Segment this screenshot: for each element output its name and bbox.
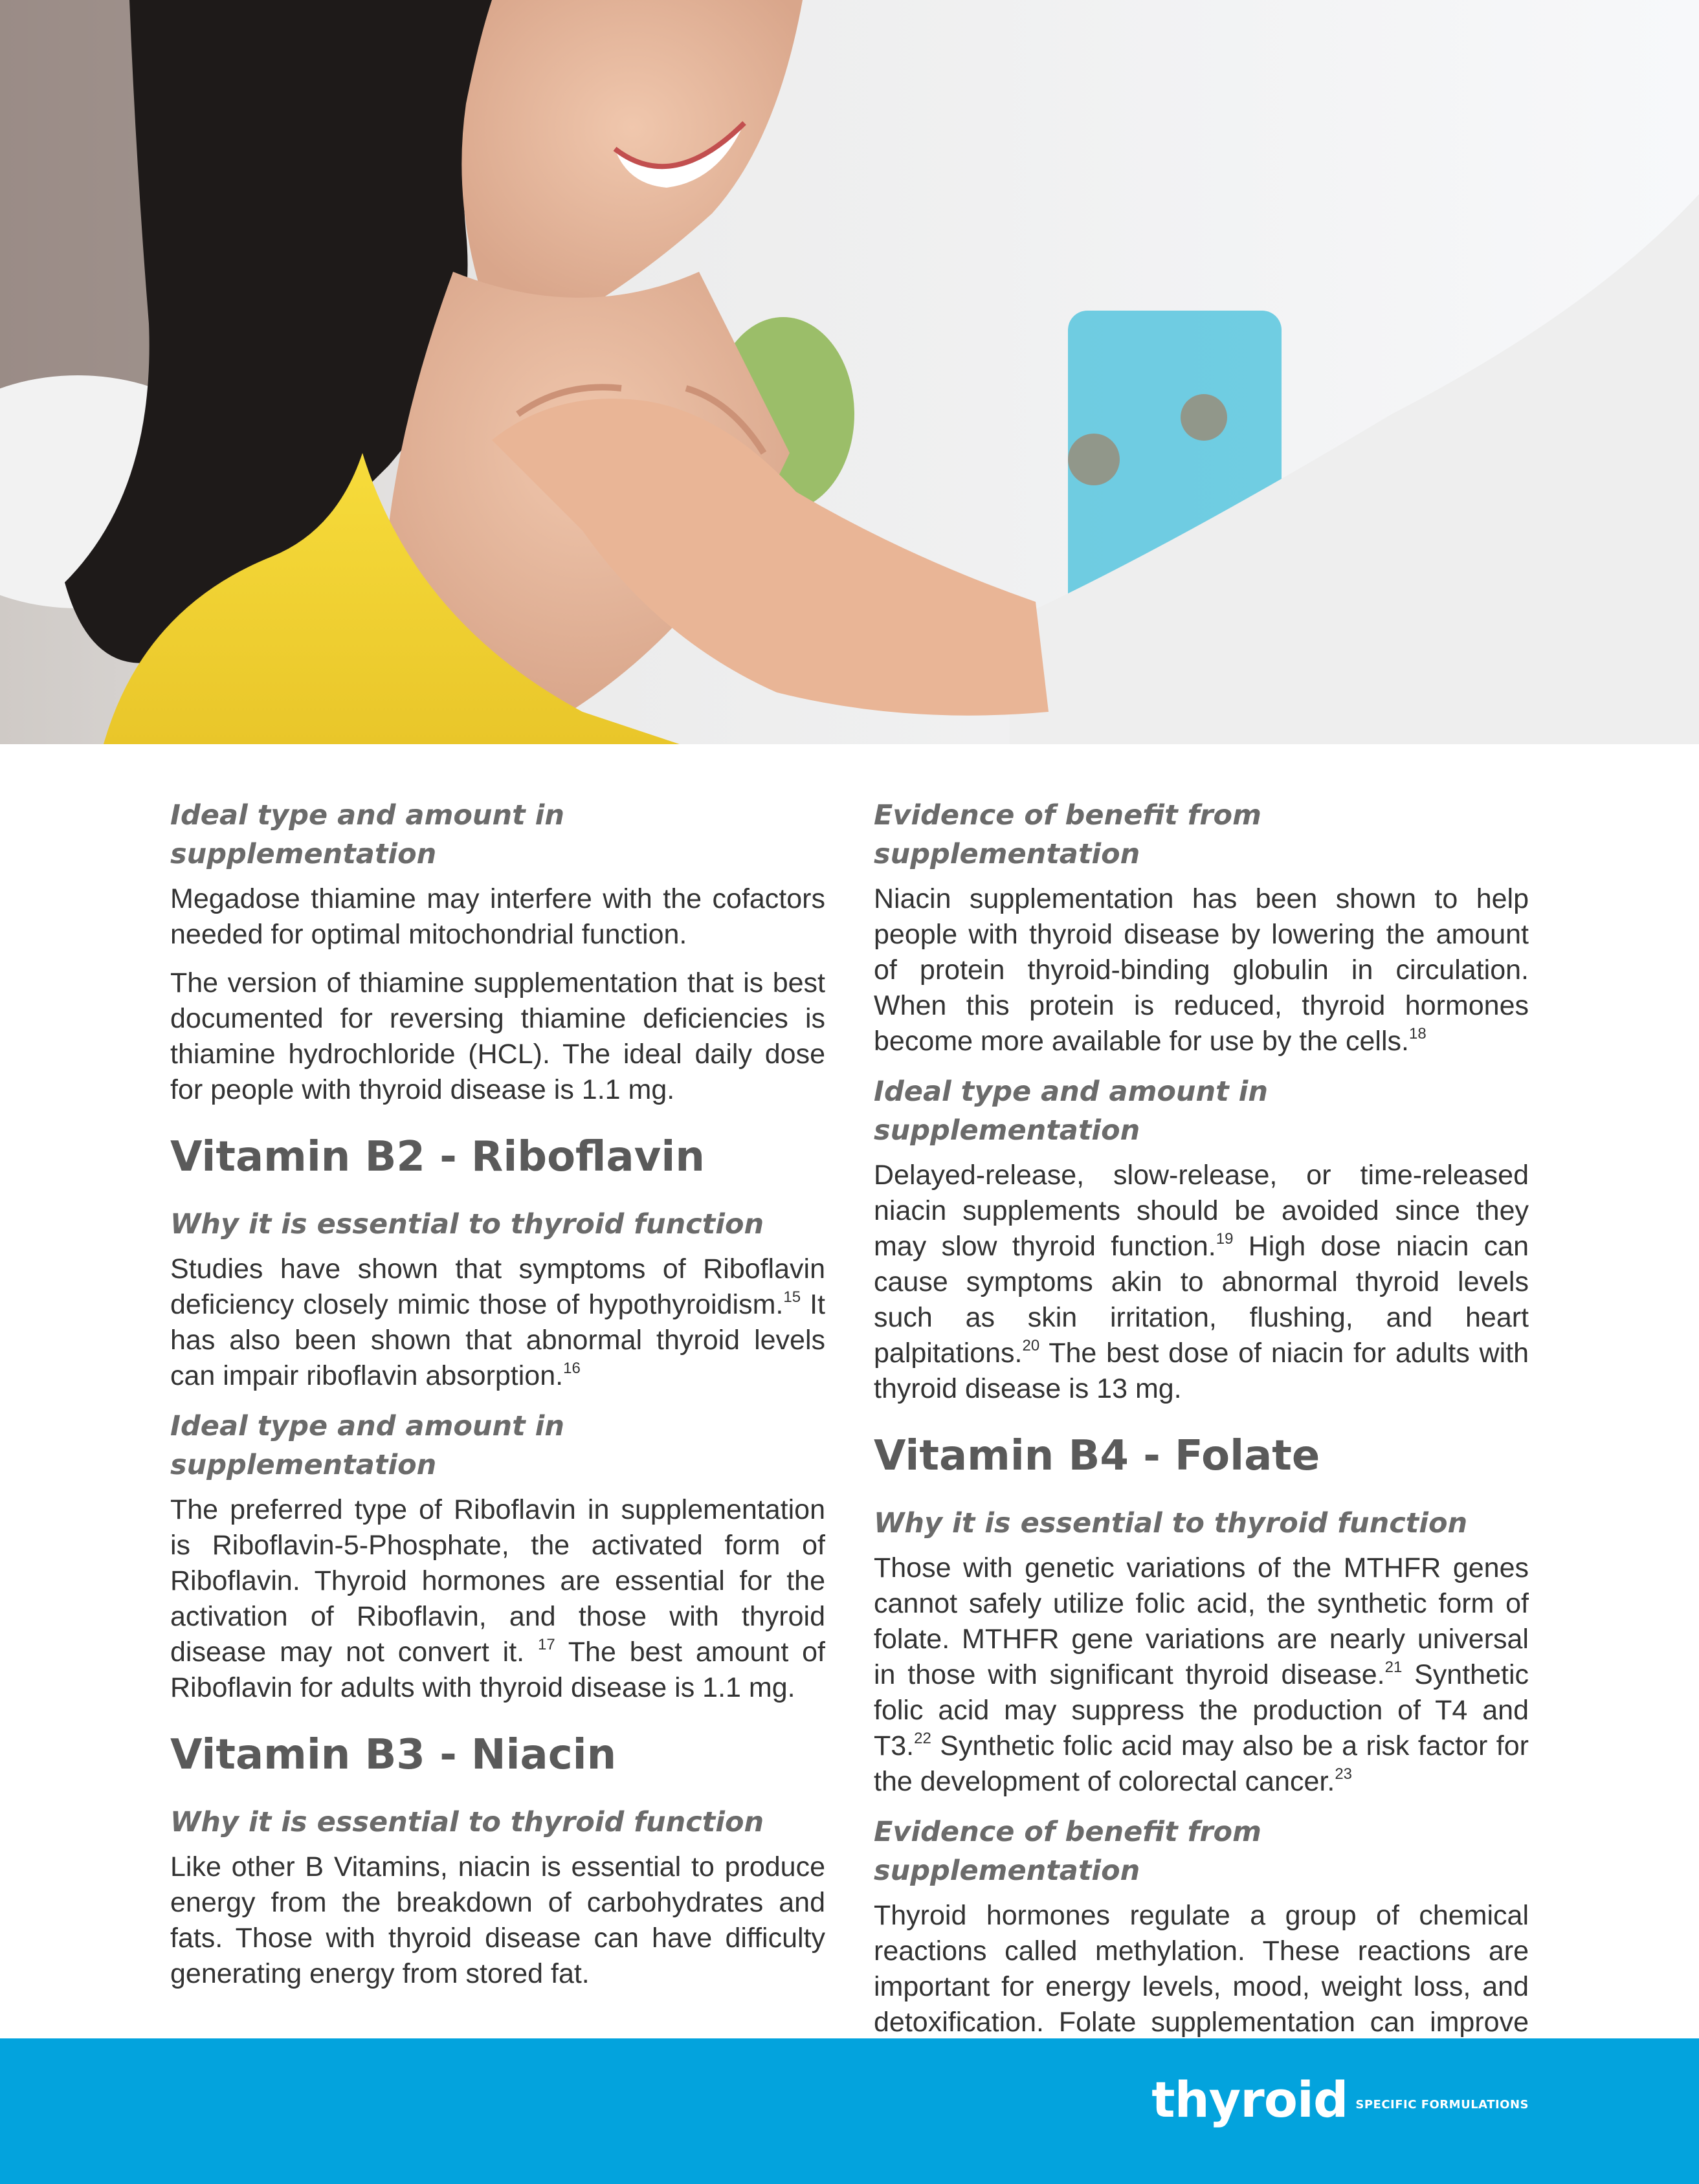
citation-ref: 22 bbox=[914, 1730, 931, 1747]
b3-evidence-heading: Evidence of benefit from supplementation bbox=[874, 799, 1261, 870]
b4-why-text-c: Synthetic folic acid may also be a risk factor for the development of colorectal cancer. bbox=[874, 1730, 1529, 1797]
b2-why-text-b: It has also been shown that abnormal thyroid levels can impair riboflavin absorption. bbox=[170, 1289, 825, 1391]
footer-band bbox=[0, 2038, 1699, 2184]
b4-why-paragraph bbox=[874, 1550, 1529, 1800]
citation-ref: 20 bbox=[1022, 1337, 1040, 1354]
b3-ideal-text-a: Delayed-release, slow-release, or time-released niacin supplements should be avoided since they may slow thyroid function. bbox=[874, 1160, 1529, 1262]
b4-section-title: Vitamin B4 - Folate bbox=[874, 1432, 1320, 1480]
b4-why-heading: Why it is essential to thyroid function bbox=[874, 1507, 1468, 1539]
brand-logo bbox=[1151, 2071, 1529, 2128]
b3-why-heading: Why it is essential to thyroid function bbox=[170, 1806, 764, 1838]
citation-ref: 15 bbox=[783, 1288, 801, 1306]
b2-why-paragraph bbox=[170, 1252, 825, 1394]
left-column bbox=[170, 796, 825, 2005]
b3-section-title: Vitamin B3 - Niacin bbox=[170, 1731, 617, 1779]
b1-ideal-paragraph-1: Megadose thiamine may interfere with the cofactors needed for optimal mitochondrial function. bbox=[170, 883, 825, 950]
b3-evidence-paragraph bbox=[874, 881, 1529, 1059]
b4-evidence-heading: Evidence of benefit from supplementation bbox=[874, 1816, 1261, 1887]
right-column bbox=[874, 796, 1529, 2089]
b4-why-text-b: Synthetic folic acid may suppress the production of T4 and T3. bbox=[874, 1659, 1529, 1761]
b2-ideal-paragraph bbox=[170, 1492, 825, 1706]
b3-why-paragraph: Like other B Vitamins, niacin is essential to produce energy from the breakdown of carbohydrates and fats. Those with thyroid disease can have difficulty generating energy from stored fat. bbox=[170, 1851, 825, 1989]
b2-ideal-text-b: The best amount of Riboflavin for adults with thyroid disease is 1.1 mg. bbox=[170, 1637, 826, 1703]
b1-ideal-paragraph-2: The version of thiamine supplementation that is best documented for reversing thiamine deficiencies is thiamine hydrochloride (HCL). The ideal daily dose for people with thyroid disease is 1.1 mg. bbox=[170, 967, 825, 1105]
brand-wordmark: thyroid bbox=[1151, 2071, 1348, 2128]
b3-ideal-text-c: The best dose of niacin for adults with thyroid disease is 13 mg. bbox=[874, 1338, 1529, 1404]
hero-photo bbox=[0, 0, 1699, 744]
brand-tagline: SPECIFIC FORMULATIONS bbox=[1355, 2098, 1529, 2112]
b4-evidence-text: Thyroid hormones regulate a group of chemical reactions called methylation. These reactions are important for energy levels, mood, weight loss, and detoxification. Folate supplementation can improve bbox=[874, 1900, 1529, 2038]
b2-section-title: Vitamin B2 - Riboflavin bbox=[170, 1133, 705, 1181]
b3-evidence-text: Niacin supplementation has been shown to help people with thyroid disease by lowering the amount of protein thyroid-binding globulin in circulation. When this protein is reduced, thyroid hormones become more available for use by the cells. bbox=[874, 883, 1529, 1057]
b1-ideal-heading: Ideal type and amount in supplementation bbox=[170, 799, 565, 870]
b3-ideal-heading: Ideal type and amount in supplementation bbox=[874, 1075, 1269, 1147]
citation-ref: 16 bbox=[563, 1360, 581, 1377]
b2-ideal-text-a: The preferred type of Riboflavin in supplementation is Riboflavin-5-Phosphate, the activated form of Riboflavin. Thyroid hormones are essential for the activation of Riboflavin, and those with thyroid disease may not convert it. bbox=[170, 1494, 825, 1668]
b3-ideal-text-b: High dose niacin can cause symptoms akin to abnormal thyroid levels such as skin irritation, flushing, and heart palpitations. bbox=[874, 1231, 1529, 1369]
b3-ideal-paragraph bbox=[874, 1158, 1529, 1407]
citation-ref: 21 bbox=[1384, 1659, 1403, 1676]
citation-ref: 17 bbox=[537, 1636, 555, 1653]
citation-ref: 19 bbox=[1216, 1230, 1234, 1248]
citation-ref: 23 bbox=[1335, 1765, 1353, 1783]
b2-why-heading: Why it is essential to thyroid function bbox=[170, 1208, 764, 1241]
citation-ref: 18 bbox=[1408, 1025, 1427, 1042]
b2-why-text-a: Studies have shown that symptoms of Riboflavin deficiency closely mimic those of hypothyroidism. bbox=[170, 1253, 825, 1320]
b2-ideal-heading: Ideal type and amount in supplementation bbox=[170, 1410, 565, 1481]
b4-why-text-a: Those with genetic variations of the MTHFR genes cannot safely utilize folic acid, the synthetic form of folate. MTHFR gene variations are nearly universal in those with significant thyroid disease. bbox=[874, 1552, 1529, 1690]
